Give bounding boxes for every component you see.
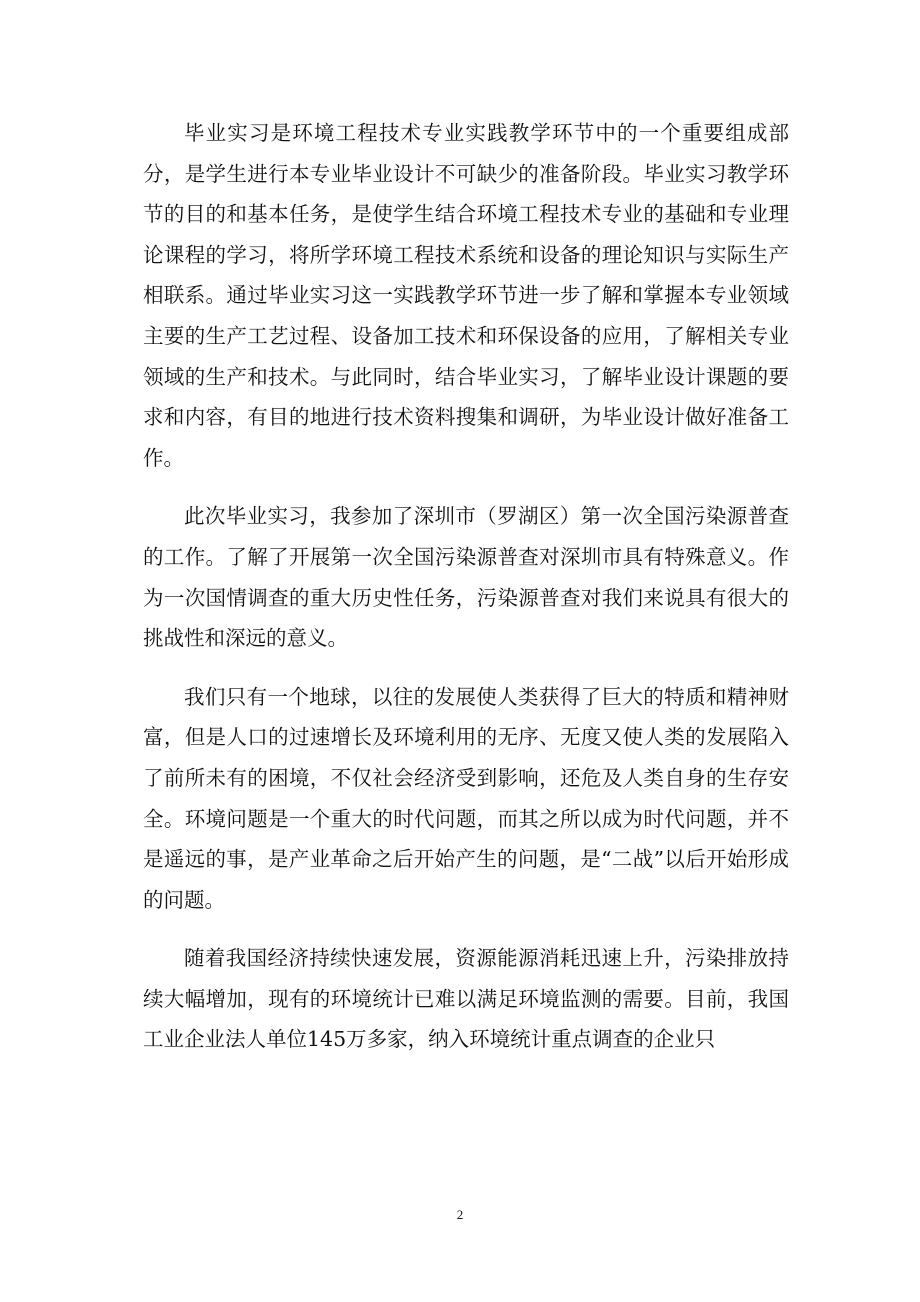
paragraph-internship-purpose: 毕业实习是环境工程技术专业实践教学环节中的一个重要组成部分，是学生进行本专业毕业设计不可缺少的准备阶段。毕业实习教学环节的目的和基本任务，是使学生结合环境工程技术专业的基础和专业理论课程的学习，将所学环境工程技术系统和设备的理论知识与实际生产相联系。通过毕业实习这一实践教学环节进一步了解和掌握本专业领域主要的生产工艺过程、设备加工技术和环保设备的应用，了解相关专业领域的生产和技术。与此同时，结合毕业实习，了解毕业设计课题的要求和内容，有目的地进行技术资料搜集和调研，为毕业设计做好准备工作。: [143, 121, 789, 470]
document-body: [143, 113, 789, 1060]
paragraph-economic-growth: 随着我国经济持续快速发展，资源能源消耗迅速上升，污染排放持续大幅增加，现有的环境统计已难以满足环境监测的需要。目前，我国工业企业法人单位145万多家，纳入环境统计重点调查的企业只: [143, 946, 789, 1052]
paragraph-one-earth: 我们只有一个地球，以往的发展使人类获得了巨大的特质和精神财富，但是人口的过速增长及环境利用的无序、无度又使人类的发展陷入了前所未有的困境，不仅社会经济受到影响，还危及人类自身的生存安全。环境问题是一个重大的时代问题，而其之所以成为时代问题，并不是遥远的事，是产业革命之后开始产生的问题，是“二战”以后开始形成的问题。: [143, 684, 789, 912]
page-number: 2: [456, 1207, 464, 1222]
paragraph-pollution-census: 此次毕业实习，我参加了深圳市（罗湖区）第一次全国污染源普查的工作。了解了开展第一次全国污染源普查对深圳市具有特殊意义。作为一次国情调查的重大历史性任务，污染源普查对我们来说具有很大的挑战性和深远的意义。: [143, 504, 789, 651]
